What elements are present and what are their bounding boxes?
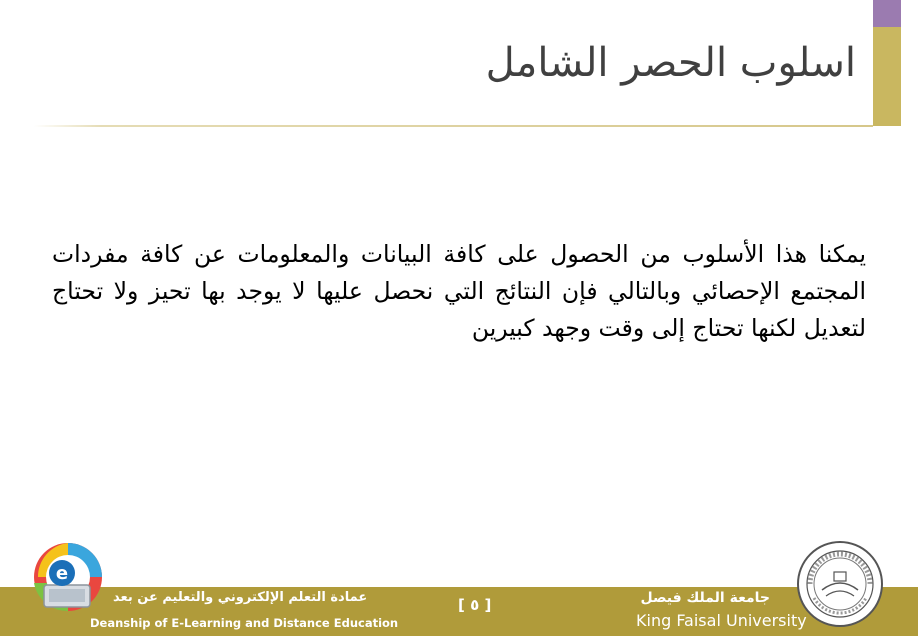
deanship-name-arabic: عمادة التعلم الإلكتروني والتعليم عن بعد bbox=[113, 590, 368, 605]
deanship-name-english: Deanship of E-Learning and Distance Education bbox=[90, 616, 399, 630]
title-divider bbox=[34, 125, 873, 127]
university-name-english: King Faisal University bbox=[636, 611, 807, 630]
accent-bar-purple bbox=[873, 0, 901, 27]
slide-body-text: يمكنا هذا الأسلوب من الحصول على كافة البيانات والمعلومات عن كافة مفردات المجتمع الإحصائي وبالتالي فإن النتائج التي نحصل عليها لا يوجد بها تحيز ولا تحتاج لتعديل لكنها تحتاج إلى وقت وجهد كبيرين bbox=[52, 240, 866, 342]
e-learning-logo-icon bbox=[24, 537, 104, 621]
page-number: [ ٥ ] bbox=[458, 596, 492, 614]
kfu-seal-icon bbox=[796, 540, 884, 628]
slide-title: اسلوب الحصر الشامل bbox=[485, 40, 856, 86]
university-name-arabic: جامعة الملك فيصل bbox=[640, 590, 770, 606]
accent-bar-gold bbox=[873, 27, 901, 126]
svg-text:e: e bbox=[55, 563, 69, 584]
